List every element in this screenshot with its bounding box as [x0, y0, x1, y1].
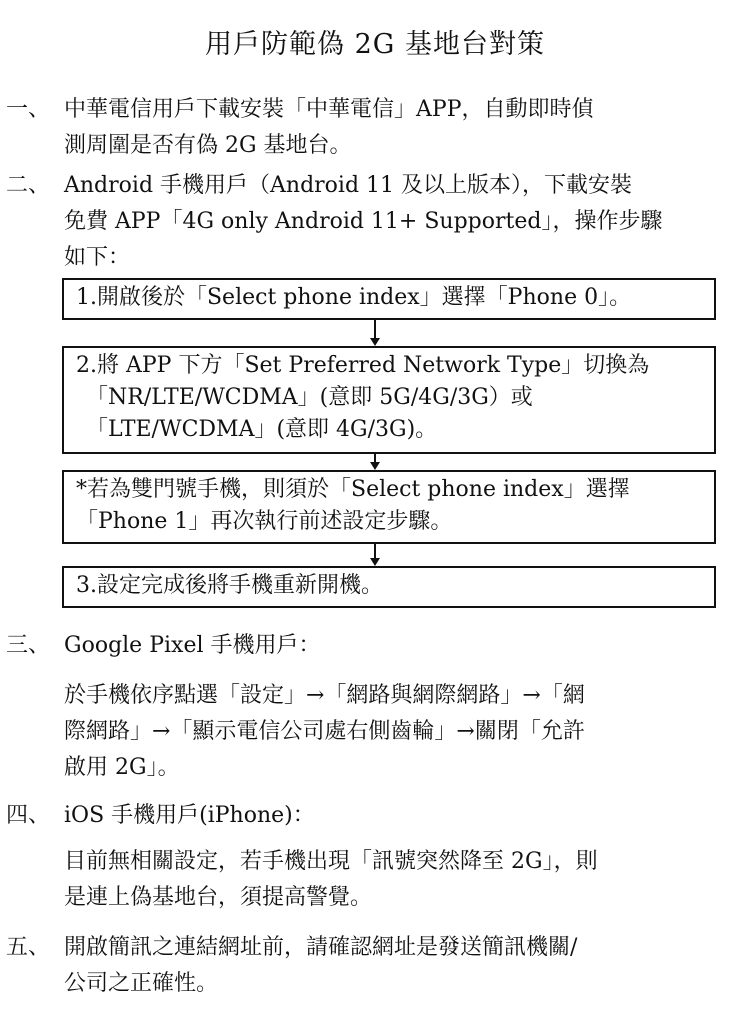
section-line: 於手機依序點選「設定」→「網路與網際網路」→「網 — [64, 683, 585, 708]
section-number: 三、 — [6, 633, 51, 658]
step-line: 1.開啟後於「Select phone index」選擇「Phone 0」。 — [76, 285, 632, 310]
step-box-1 — [62, 278, 716, 320]
section-line: 測周圍是否有偽 2G 基地台。 — [64, 133, 352, 158]
section-number: 五、 — [6, 935, 51, 960]
step-line: 「LTE/WCDMA」(意即 4G/3G)。 — [86, 417, 438, 442]
section-line: 目前無相關設定，若手機出現「訊號突然降至 2G」，則 — [64, 849, 598, 874]
document-title: 用戶防範偽 2G 基地台對策 — [205, 29, 545, 60]
section-number: 二、 — [6, 173, 51, 198]
section-number: 一、 — [6, 97, 51, 122]
section-line: 免費 APP「4G only Android 11+ Supported」，操作步驟 — [64, 209, 663, 234]
section-line: 開啟簡訊之連結網址前，請確認網址是發送簡訊機關/ — [64, 935, 578, 960]
section-3-body — [64, 678, 704, 786]
section-line: Android 手機用戶（Android 11 及以上版本），下載安裝 — [64, 173, 633, 198]
step-line: 「NR/LTE/WCDMA」(意即 5G/4G/3G）或 — [86, 385, 533, 410]
step-box-dual-sim — [62, 470, 716, 544]
step-box-2 — [62, 346, 716, 454]
section-number: 四、 — [6, 803, 51, 828]
section-line: 是連上偽基地台，須提高警覺。 — [64, 885, 373, 910]
section-heading: iOS 手機用戶(iPhone)： — [64, 803, 315, 828]
section-line: 公司之正確性。 — [64, 971, 219, 996]
down-arrow-icon — [370, 544, 380, 566]
step-line: 2.將 APP 下方「Set Preferred Network Type」切換為 — [76, 353, 650, 378]
section-line: 中華電信用戶下載安裝「中華電信」APP，自動即時偵 — [64, 97, 594, 122]
step-line: *若為雙門號手機，則須於「Select phone index」選擇 — [76, 477, 630, 502]
step-box-3 — [62, 566, 716, 608]
step-line: 「Phone 1」再次執行前述設定步驟。 — [76, 509, 453, 534]
section-line: 啟用 2G」。 — [64, 755, 180, 780]
down-arrow-icon — [370, 320, 380, 346]
down-arrow-icon — [370, 454, 380, 470]
section-line: 際網路」→「顯示電信公司處右側齒輪」→關閉「允許 — [64, 719, 585, 744]
section-line: 如下： — [64, 245, 131, 270]
section-4-body — [64, 844, 704, 916]
section-heading: Google Pixel 手機用戶： — [64, 633, 321, 658]
step-line: 3.設定完成後將手機重新開機。 — [76, 573, 383, 598]
